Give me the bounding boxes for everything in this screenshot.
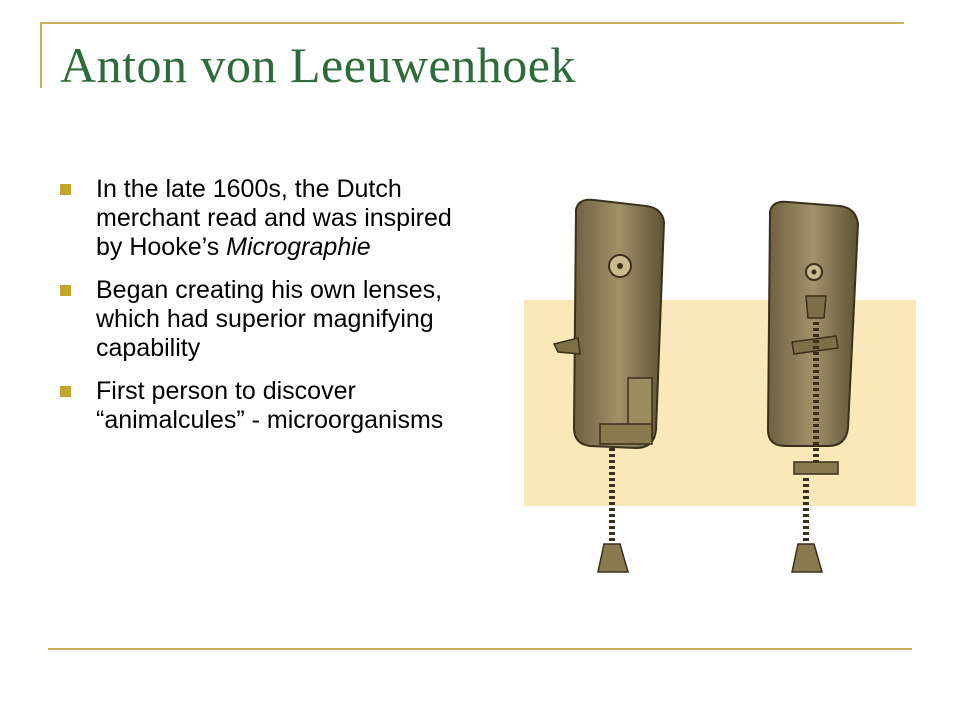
bullet-item [60, 175, 460, 262]
slide-title: Anton von Leeuwenhoek [60, 37, 576, 93]
leeuwenhoek-microscopes-image [524, 192, 916, 582]
bullet-item [60, 377, 460, 435]
left-rule [40, 22, 42, 88]
bullet-emphasis: Micrographie [226, 233, 371, 261]
bullet-text: Began creating his own lenses, which had superior magnifying capability [96, 276, 443, 362]
square-bullet-icon [60, 285, 71, 296]
bottom-rule [48, 648, 912, 650]
microscope-right [768, 202, 858, 572]
bullet-text: In the late 1600s, the Dutch merchant read and was inspired by Hooke’s [96, 175, 452, 261]
square-bullet-icon [60, 184, 71, 195]
bullet-item [60, 276, 460, 363]
top-rule [40, 22, 904, 24]
square-bullet-icon [60, 386, 71, 397]
bullet-text: First person to discover “animalcules” - microorganisms [96, 377, 444, 434]
bullet-list [60, 175, 460, 449]
